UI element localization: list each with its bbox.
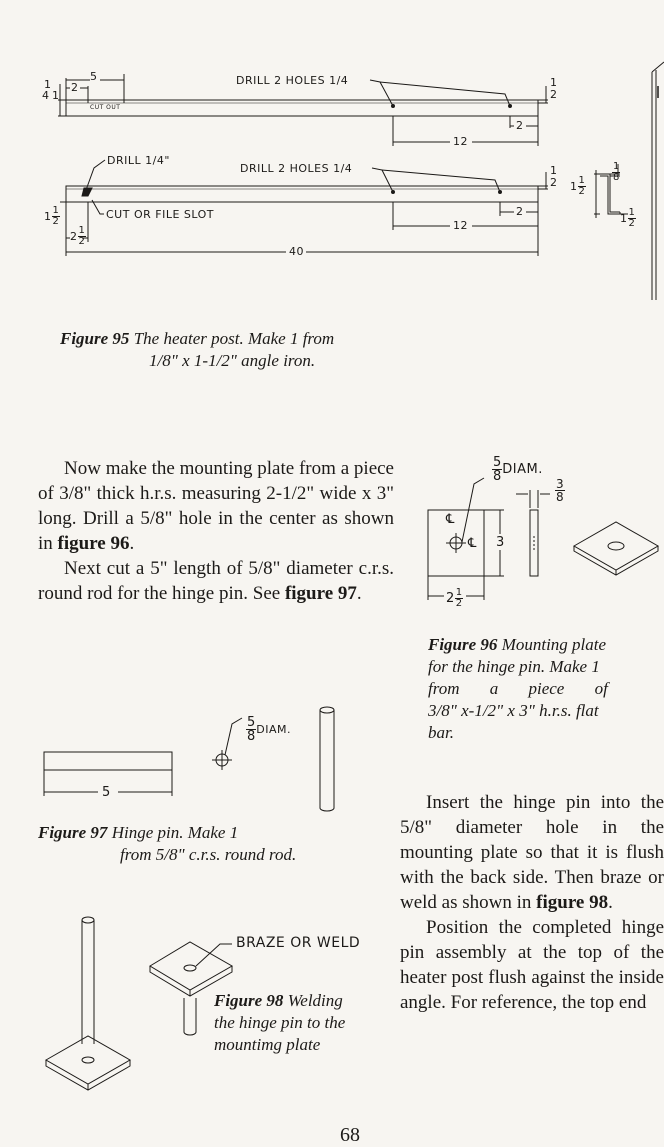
paragraph-mounting-plate: Now make the mounting plate from a piece of 3/8" thick h.r.s. measuring 2-1/2" wide x 3" long. Drill a 5/8" hole in the center as shown in figure 96. xyxy=(38,458,394,554)
dim-12-mid: 12 xyxy=(453,219,468,232)
fig97-dim-5: 5 xyxy=(102,785,111,800)
right-text-column xyxy=(400,790,664,1015)
middle-bar xyxy=(66,186,538,202)
drill-holes-mid-label: DRILL 2 HOLES 1/4 xyxy=(240,162,353,175)
fig96-cl-left: ℄ xyxy=(446,512,455,527)
page-number: 68 xyxy=(340,1124,360,1146)
left-1-half: 1 $\frac{1}{2}$ xyxy=(44,205,59,227)
cut-file-slot-label: CUT OR FILE SLOT xyxy=(106,208,214,221)
mid-right-1: 1 xyxy=(550,164,558,177)
dim-2-top: 2 xyxy=(71,81,79,94)
figure-96-caption: Figure 96 Mounting plate for the hinge pin. Make 1 from a piece of 3/8" x-1/2" x 3" h.r.s. flat bar. xyxy=(428,635,608,742)
right-1: 1 xyxy=(550,76,558,89)
right-2: 2 xyxy=(550,88,558,101)
figure-97-drawing xyxy=(40,700,340,820)
angle-right-1-half: 1 $\frac{1}{2}$ xyxy=(620,207,635,229)
braze-or-weld-label: BRAZE OR WELD xyxy=(236,935,361,951)
mid-right-2: 2 xyxy=(550,176,558,189)
dim-40: 40 xyxy=(289,245,304,258)
paragraph-position-assembly: Position the completed hinge pin assembly at the top of the heater post flush against the inside angle. For reference, the top end xyxy=(400,917,664,1013)
dim-5-top: 5 xyxy=(90,70,98,83)
drill-quarter-label: DRILL 1/4" xyxy=(107,154,170,167)
left-1-top: 1 xyxy=(44,78,52,91)
figure-98-caption: Figure 98 Welding the hinge pin to the mountimg plate xyxy=(214,991,346,1054)
cut-out-label: CUT OUT xyxy=(90,104,121,111)
dim-2-right-mid: 2 xyxy=(516,205,524,218)
paragraph-insert-pin: Insert the hinge pin into the 5/8" diameter hole in the mounting plate so that it is flush with the back side. Then braze or weld as shown in figure 98. xyxy=(400,792,664,913)
figure-95-caption: Figure 95 The heater post. Make 1 from 1/8" x 1-1/2" angle iron. xyxy=(60,329,335,370)
top-bar xyxy=(66,100,538,116)
drill-holes-top-label: DRILL 2 HOLES 1/4 xyxy=(236,74,349,87)
dim-12-top: 12 xyxy=(453,135,468,148)
fig96-diam-label: $\frac{5}{8}$ DIAM. xyxy=(493,455,543,484)
figure-97-caption: Figure 97 Hinge pin. Make 1 from 5/8" c.r.s. round rod. xyxy=(38,823,297,864)
figure-95-drawing xyxy=(0,0,664,300)
paragraph-hinge-pin: Next cut a 5" length of 5/8" diameter c.r.s. round rod for the hinge pin. See figure 97. xyxy=(38,558,394,604)
fig96-dim-width: 2 $\frac{1}{2}$ xyxy=(446,587,463,609)
dim-2-half: 2 $\frac{1}{2}$ xyxy=(70,225,85,247)
fig96-cl-right: ℄ xyxy=(468,536,477,551)
fig97-diam-label: $\frac{5}{8}$ DIAM. xyxy=(247,715,292,744)
angle-eighth: $\frac{1}{8}$ xyxy=(613,161,620,183)
angle-1-half: 1 $\frac{1}{2}$ xyxy=(570,175,585,197)
left-4: 4 xyxy=(42,89,50,102)
fig96-thick-label: $\frac{3}{8}$ xyxy=(556,477,564,504)
left-1-bottom: 1 xyxy=(52,89,60,102)
dim-2-right-top: 2 xyxy=(516,119,524,132)
fig96-dim-3: 3 xyxy=(496,535,505,550)
left-text-column xyxy=(38,456,394,606)
